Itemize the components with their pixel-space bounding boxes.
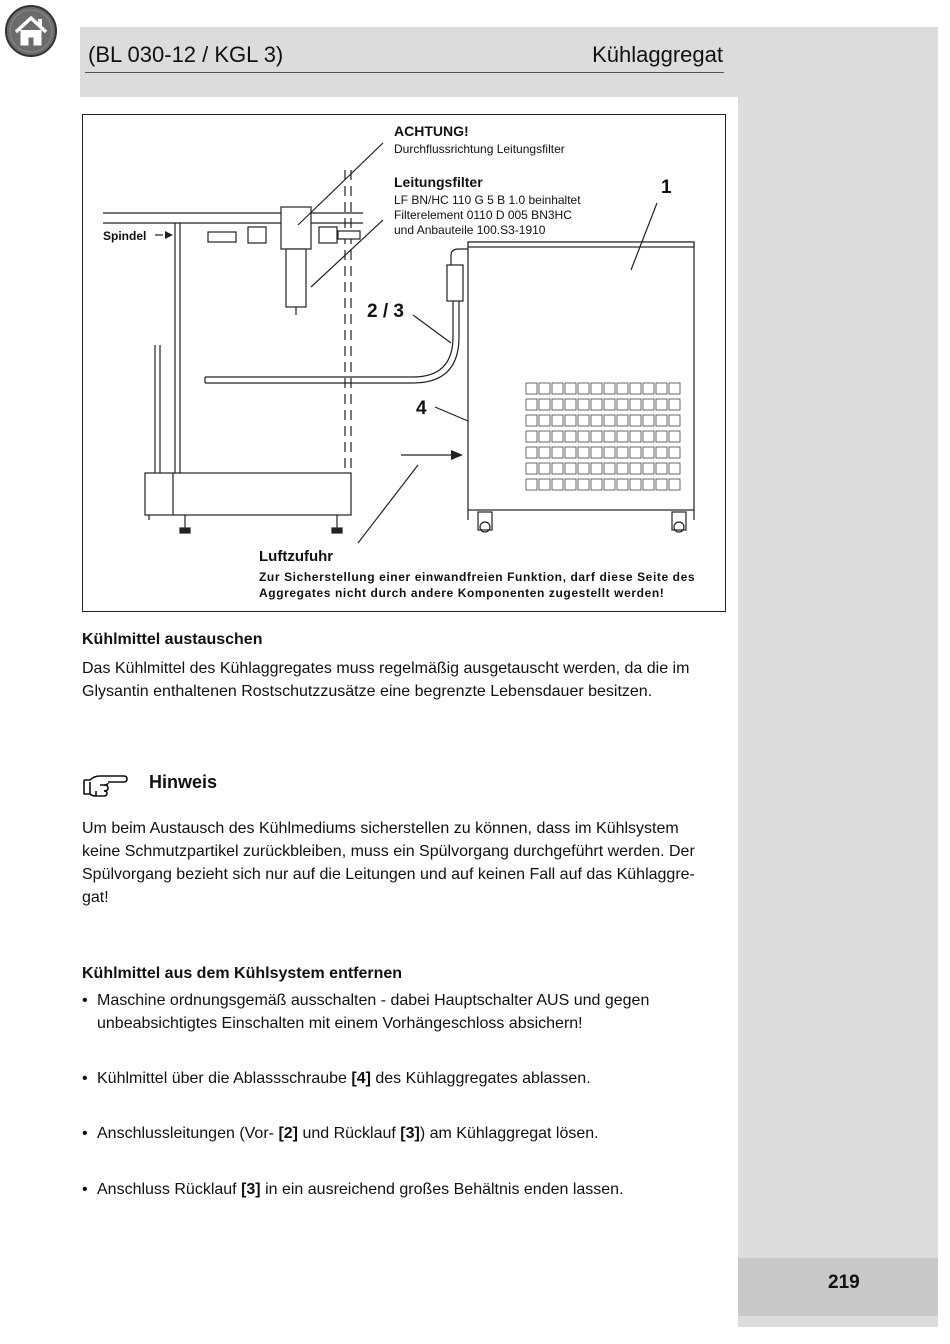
callout-4: 4 xyxy=(416,398,427,419)
callout-2-3: 2 / 3 xyxy=(367,301,404,322)
bullet-text: Anschluss Rücklauf xyxy=(97,1181,242,1198)
paragraph-line: gat! xyxy=(82,889,109,906)
pointing-hand-icon xyxy=(82,772,128,798)
bullet-text: ) am Kühlaggregat lösen. xyxy=(419,1125,599,1142)
page-title: Kühlaggregat xyxy=(592,42,723,67)
bullet-dot: • xyxy=(82,1181,88,1198)
achtung-title: ACHTUNG! xyxy=(394,123,469,139)
bullet-text: Kühlmittel über die Ablassschraube xyxy=(97,1070,352,1087)
home-icon[interactable] xyxy=(4,4,58,58)
filter-line-2: Filterelement 0110 D 005 BN3HC xyxy=(394,208,572,222)
paragraph-line: keine Schmutzpartikel zurückbleiben, muss ein Spülvorgang durchgeführt werden. Der xyxy=(82,843,695,860)
bullet-dot: • xyxy=(82,1125,88,1142)
luftzufuhr-line-2: Aggregates nicht durch andere Komponenten zugestellt werden! xyxy=(259,586,665,600)
reference-number: [3] xyxy=(400,1125,420,1142)
list-item xyxy=(82,989,724,1035)
paragraph-line: Spülvorgang bezieht sich nur auf die Leitungen und auf keinen Fall auf das Kühlaggre- xyxy=(82,866,695,883)
reference-number: [2] xyxy=(278,1125,298,1142)
reference-number: [4] xyxy=(351,1070,371,1087)
bullet-text: des Kühlaggregates ablassen. xyxy=(370,1070,591,1087)
bullet-text: und Rücklauf xyxy=(298,1125,401,1142)
header-rule xyxy=(85,72,724,73)
bullet-text: Anschlussleitungen (Vor- xyxy=(97,1125,279,1142)
filter-line-1: LF BN/HC 110 G 5 B 1.0 beinhaltet xyxy=(394,193,581,207)
bullet-dot: • xyxy=(82,992,88,1009)
list-item xyxy=(82,1067,724,1090)
filter-title: Leitungsfilter xyxy=(394,174,483,190)
document-code: (BL 030-12 / KGL 3) xyxy=(88,42,284,67)
reference-number: [3] xyxy=(241,1181,261,1198)
list-item xyxy=(82,1178,724,1201)
callout-1: 1 xyxy=(661,177,672,198)
bullet-dot: • xyxy=(82,1070,88,1087)
margin-background xyxy=(738,27,938,1327)
hinweis-heading: Hinweis xyxy=(149,772,218,792)
list-item xyxy=(82,1122,724,1145)
bullet-line: unbeabsichtigtes Einschalten mit einem Vorhängeschloss absichern! xyxy=(97,1015,583,1032)
achtung-text: Durchflussrichtung Leitungsfilter xyxy=(394,142,565,156)
coolant-change-paragraph xyxy=(82,657,724,703)
technical-drawing xyxy=(82,114,726,612)
paragraph-line: Um beim Austausch des Kühlmediums sicherstellen zu können, dass im Kühlsystem xyxy=(82,820,679,837)
hinweis-paragraph xyxy=(82,817,724,909)
bullet-line: Maschine ordnungsgemäß ausschalten - dabei Hauptschalter AUS und gegen xyxy=(97,992,650,1009)
section-heading-coolant-remove: Kühlmittel aus dem Kühlsystem entfernen xyxy=(82,965,403,982)
spindel-label: Spindel xyxy=(103,229,147,243)
filter-line-3: und Anbauteile 100.S3-1910 xyxy=(394,223,546,237)
paragraph-line: Glysantin enthaltenen Rostschutzzusätze eine begrenzte Lebensdauer besitzen. xyxy=(82,683,653,700)
luftzufuhr-title: Luftzufuhr xyxy=(259,548,334,565)
section-heading-coolant-change: Kühlmittel austauschen xyxy=(82,631,263,648)
page-number: 219 xyxy=(828,1272,860,1293)
luftzufuhr-line-1: Zur Sicherstellung einer einwandfreien Funktion, darf diese Seite des xyxy=(259,570,696,584)
bullet-text: in ein ausreichend großes Behältnis enden lassen. xyxy=(260,1181,624,1198)
paragraph-line: Das Kühlmittel des Kühlaggregates muss regelmäßig ausgetauscht werden, da die im xyxy=(82,660,690,677)
